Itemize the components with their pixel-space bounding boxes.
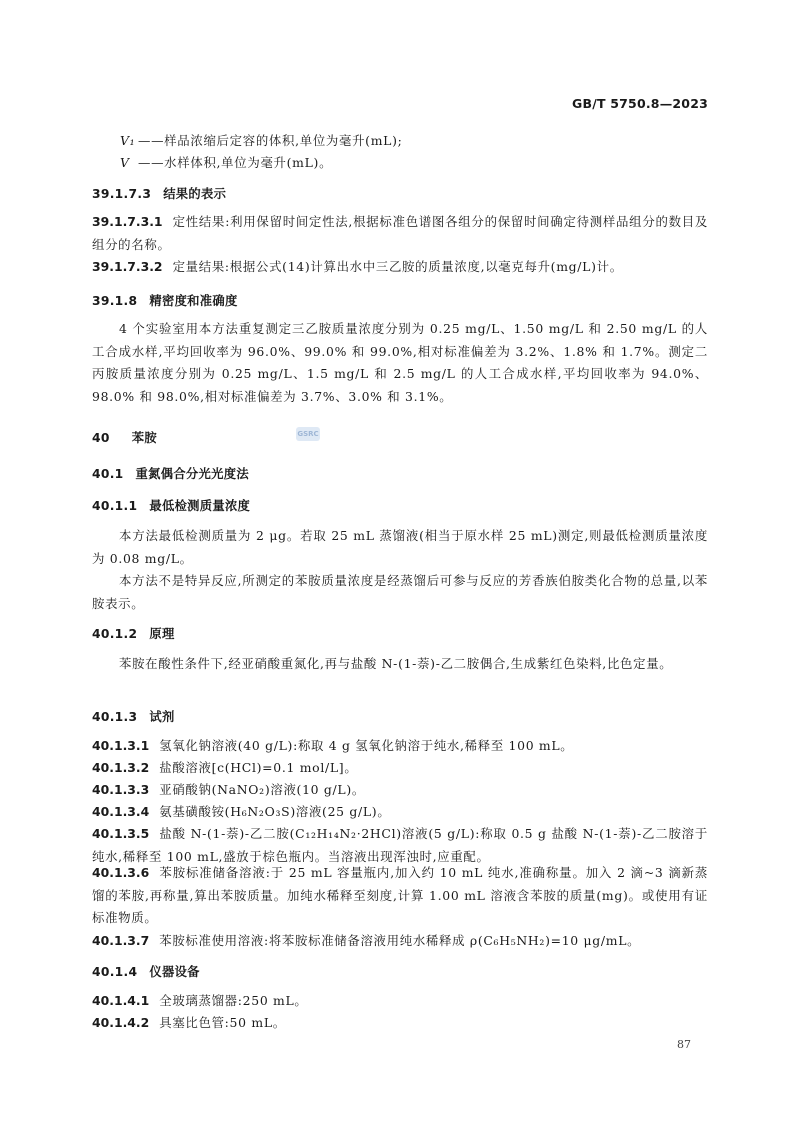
page-number: 87 [677,1038,691,1051]
body-paragraph: 本方法最低检测质量为 2 μg。若取 25 mL 蒸馏液(相当于原水样 25 mL)测定,则最低检测质量浓度为 0.08 mg/L。 [92,528,708,566]
section-heading: 40.1 重氮偶合分光光度法 [92,467,249,481]
clause-paragraph: 40.1.4.2 具塞比色管:50 mL。 [92,1015,286,1030]
variable-symbol: V [120,155,130,170]
variable-text: ——水样体积,单位为毫升(mL)。 [138,155,333,170]
section-heading: 40.1.4 仪器设备 [92,965,200,979]
clause-paragraph: 39.1.7.3.2 定量结果:根据公式(14)计算出水中三乙胺的质量浓度,以毫克每升(mg/L)计。 [92,259,623,274]
section-heading: 39.1.7.3 结果的表示 [92,187,227,201]
section-heading: 40.1.3 试剂 [92,710,175,724]
variable-definition [120,131,403,149]
section-heading: 40.1.1 最低检测质量浓度 [92,499,251,513]
section-heading: 40.1.2 原理 [92,627,175,641]
clause-paragraph: 40.1.3.4 氨基磺酸铵(H₆N₂O₃S)溶液(25 g/L)。 [92,804,391,819]
clause-paragraph: 40.1.3.5 盐酸 N-(1-萘)-乙二胺(C₁₂H₁₄N₂·2HCl)溶液(5 g/L):称取 0.5 g 盐酸 N-(1-萘)-乙二胺溶于纯水,稀释至 100 mL,盛放于棕色瓶内。当溶液出现浑浊时,应重配。 [92,826,708,864]
variable-definition [120,153,332,171]
clause-paragraph: 39.1.7.3.1 定性结果:利用保留时间定性法,根据标准色谱图各组分的保留时间确定待测样品组分的数目及组分的名称。 [92,214,708,252]
body-paragraph: 4 个实验室用本方法重复测定三乙胺质量浓度分别为 0.25 mg/L、1.50 mg/L 和 2.50 mg/L 的人工合成水样,平均回收率为 96.0%、99.0% 和 99.0%,相对标准偏差为 3.2%、1.8% 和 1.7%。测定二丙胺质量浓度分别为 0.25 mg/L、1.5 mg/L 和 2.5 mg/L 的人工合成水样,平均回收率为 94.0%、98.0% 和 98.0%,相对标准偏差为 3.7%、3.0% 和 3.1%。 [92,321,708,404]
clause-paragraph: 40.1.3.6 苯胺标准储备溶液:于 25 mL 容量瓶内,加入约 10 mL 纯水,准确称量。加入 2 滴~3 滴新蒸馏的苯胺,再称量,算出苯胺质量。加纯水稀释至刻度,计算 1.00 mL 溶液含苯胺的质量(mg)。或使用有证标准物质。 [92,865,708,925]
body-paragraph: 苯胺在酸性条件下,经亚硝酸重氮化,再与盐酸 N-(1-萘)-乙二胺偶合,生成紫红色染料,比色定量。 [119,656,673,671]
clause-paragraph: 40.1.4.1 全玻璃蒸馏器:250 mL。 [92,993,308,1008]
variable-symbol: V₁ [120,133,136,148]
body-paragraph: 本方法不是特异反应,所测定的苯胺质量浓度是经蒸馏后可参与反应的芳香族伯胺类化合物的总量,以苯胺表示。 [92,573,708,611]
clause-paragraph: 40.1.3.3 亚硝酸钠(NaNO₂)溶液(10 g/L)。 [92,782,365,797]
clause-paragraph: 40.1.3.1 氢氧化钠溶液(40 g/L):称取 4 g 氢氧化钠溶于纯水,稀释至 100 mL。 [92,738,574,753]
chapter-heading: 40 苯胺 [92,431,157,445]
watermark-logo: GSRC [296,427,320,441]
section-heading: 39.1.8 精密度和准确度 [92,294,238,308]
clause-paragraph: 40.1.3.2 盐酸溶液[c(HCl)=0.1 mol/L]。 [92,760,358,775]
variable-text: ——样品浓缩后定容的体积,单位为毫升(mL); [138,133,403,148]
clause-paragraph: 40.1.3.7 苯胺标准使用溶液:将苯胺标准储备溶液用纯水稀释成 ρ(C₆H₅NH₂)=10 μg/mL。 [92,933,641,948]
standard-number: GB/T 5750.8—2023 [572,96,708,111]
